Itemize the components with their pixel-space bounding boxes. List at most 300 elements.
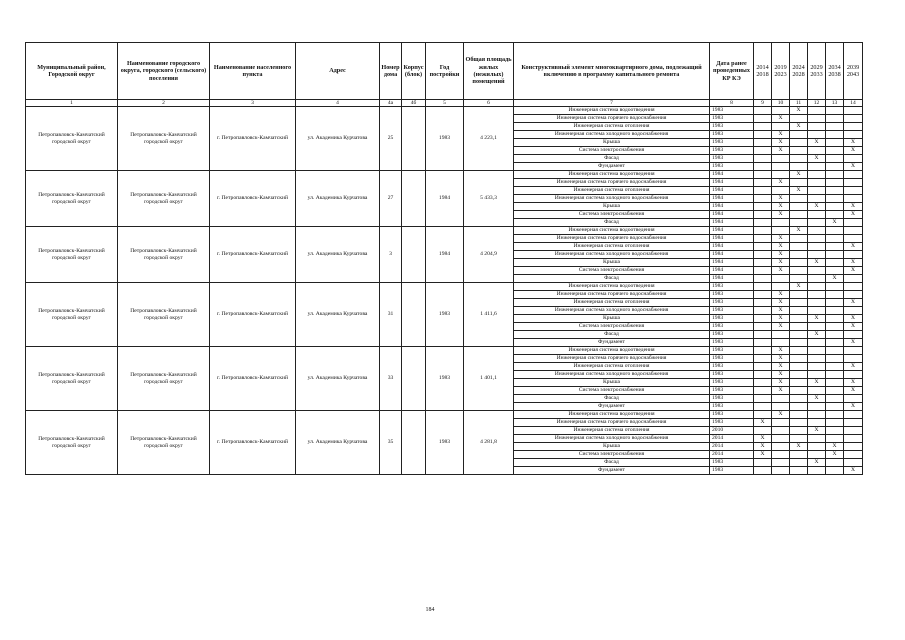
period-mark-cell: [754, 323, 772, 331]
period-mark-cell: [790, 451, 808, 459]
period-mark-cell: [826, 147, 844, 155]
table-row: [26, 347, 863, 355]
locality-cell: г. Петропавловск-Камчатский: [210, 107, 296, 171]
prior-repair-date-cell: 1983: [710, 379, 754, 387]
period-mark-cell: [808, 235, 826, 243]
column-number: 4б: [402, 100, 426, 107]
period-mark-cell: X: [772, 299, 790, 307]
period-mark-cell: [826, 323, 844, 331]
period-mark-cell: [754, 339, 772, 347]
structural-element-cell: Инженерная система холодного водоснабжения: [514, 251, 710, 259]
prior-repair-date-cell: 1983: [710, 107, 754, 115]
period-mark-cell: [808, 339, 826, 347]
period-mark-cell: X: [754, 419, 772, 427]
col-period-2: 2019 2023: [772, 43, 790, 100]
prior-repair-date-cell: 1983: [710, 339, 754, 347]
municipality-cell: Петропавловск-Камчатский городской округ: [26, 347, 118, 411]
period-mark-cell: [808, 419, 826, 427]
structural-element-cell: Крыша: [514, 259, 710, 267]
structural-element-cell: Крыша: [514, 203, 710, 211]
prior-repair-date-cell: 1984: [710, 179, 754, 187]
prior-repair-date-cell: 1983: [710, 315, 754, 323]
period-mark-cell: X: [844, 387, 863, 395]
structural-element-cell: Фасад: [514, 395, 710, 403]
col-municipality: Муниципальный район, Городской округ: [26, 43, 118, 100]
period-mark-cell: X: [844, 379, 863, 387]
period-mark-cell: [826, 435, 844, 443]
period-mark-cell: [844, 115, 863, 123]
period-mark-cell: [844, 435, 863, 443]
prior-repair-date-cell: 2010: [710, 427, 754, 435]
structural-element-cell: Фасад: [514, 155, 710, 163]
period-mark-cell: [844, 459, 863, 467]
period-mark-cell: X: [754, 435, 772, 443]
col-prior-repair-date: Дата ранее проведенных КР КЭ: [710, 43, 754, 100]
period-mark-cell: X: [808, 331, 826, 339]
period-mark-cell: [808, 363, 826, 371]
period-mark-cell: [754, 131, 772, 139]
period-mark-cell: [754, 219, 772, 227]
period-mark-cell: [826, 211, 844, 219]
structural-element-cell: Система электроснабжения: [514, 211, 710, 219]
period-mark-cell: X: [844, 299, 863, 307]
page-number: 184: [425, 607, 435, 613]
period-mark-cell: [790, 251, 808, 259]
structural-element-cell: Инженерная система холодного водоснабжения: [514, 307, 710, 315]
col-period-5: 2034 2038: [826, 43, 844, 100]
table-row: [26, 171, 863, 179]
period-mark-cell: [826, 411, 844, 419]
address-cell: ул. Академика Курчатова: [296, 227, 380, 283]
column-number: 14: [844, 100, 863, 107]
structural-element-cell: Инженерная система водоотведения: [514, 347, 710, 355]
structural-element-cell: Крыша: [514, 379, 710, 387]
period-mark-cell: [754, 163, 772, 171]
period-mark-cell: [772, 427, 790, 435]
period-mark-cell: [844, 411, 863, 419]
period-mark-cell: [754, 259, 772, 267]
period-mark-cell: [790, 243, 808, 251]
structural-element-cell: Инженерная система отопления: [514, 299, 710, 307]
period-mark-cell: [790, 395, 808, 403]
district-cell: Петропавловск-Камчатский городской округ: [118, 283, 210, 347]
structural-element-cell: Инженерная система водоотведения: [514, 107, 710, 115]
structural-element-cell: Инженерная система холодного водоснабжения: [514, 371, 710, 379]
prior-repair-date-cell: 1983: [710, 163, 754, 171]
year-built-cell: 1983: [426, 283, 464, 347]
prior-repair-date-cell: 1983: [710, 299, 754, 307]
prior-repair-date-cell: 1983: [710, 323, 754, 331]
period-mark-cell: [826, 139, 844, 147]
period-mark-cell: [754, 411, 772, 419]
structural-element-cell: Фундамент: [514, 467, 710, 475]
structural-element-cell: Инженерная система горячего водоснабжения: [514, 235, 710, 243]
period-mark-cell: [844, 171, 863, 179]
period-mark-cell: [844, 371, 863, 379]
period-mark-cell: [826, 251, 844, 259]
period-mark-cell: [808, 347, 826, 355]
col-period-1: 2014 2018: [754, 43, 772, 100]
period-mark-cell: [844, 187, 863, 195]
period-mark-cell: [772, 163, 790, 171]
period-mark-cell: [790, 155, 808, 163]
prior-repair-date-cell: 1984: [710, 267, 754, 275]
period-mark-cell: [844, 123, 863, 131]
period-mark-cell: X: [844, 147, 863, 155]
period-mark-cell: X: [808, 203, 826, 211]
period-mark-cell: [826, 115, 844, 123]
period-mark-cell: [754, 315, 772, 323]
period-mark-cell: [754, 299, 772, 307]
period-mark-cell: X: [844, 363, 863, 371]
address-cell: ул. Академика Курчатова: [296, 171, 380, 227]
column-number: 4а: [380, 100, 402, 107]
period-mark-cell: [808, 163, 826, 171]
period-mark-cell: [772, 123, 790, 131]
period-mark-cell: [826, 155, 844, 163]
period-mark-cell: [844, 307, 863, 315]
period-mark-cell: [808, 147, 826, 155]
structural-element-cell: Инженерная система водоотведения: [514, 171, 710, 179]
period-mark-cell: [790, 115, 808, 123]
column-number: 6: [464, 100, 514, 107]
prior-repair-date-cell: 1983: [710, 387, 754, 395]
period-mark-cell: [826, 227, 844, 235]
period-mark-cell: [844, 251, 863, 259]
structural-element-cell: Инженерная система водоотведения: [514, 227, 710, 235]
period-mark-cell: [808, 211, 826, 219]
period-mark-cell: X: [772, 307, 790, 315]
period-mark-cell: X: [808, 427, 826, 435]
period-mark-cell: [790, 203, 808, 211]
period-mark-cell: [772, 171, 790, 179]
period-mark-cell: X: [772, 147, 790, 155]
period-mark-cell: X: [772, 131, 790, 139]
period-mark-cell: [826, 467, 844, 475]
structural-element-cell: Система электроснабжения: [514, 147, 710, 155]
column-number: 10: [772, 100, 790, 107]
period-mark-cell: [754, 387, 772, 395]
capital-repair-table: [25, 42, 863, 475]
period-mark-cell: X: [772, 115, 790, 123]
period-mark-cell: X: [772, 379, 790, 387]
period-mark-cell: [808, 435, 826, 443]
period-mark-cell: [808, 443, 826, 451]
period-mark-cell: [808, 227, 826, 235]
period-mark-cell: [754, 403, 772, 411]
period-mark-cell: [844, 451, 863, 459]
period-mark-cell: [772, 395, 790, 403]
area-cell: 4 204,9: [464, 227, 514, 283]
structural-element-cell: Фасад: [514, 275, 710, 283]
period-mark-cell: [790, 195, 808, 203]
structural-element-cell: Инженерная система горячего водоснабжения: [514, 355, 710, 363]
col-house-number: Номер дома: [380, 43, 402, 100]
period-mark-cell: X: [844, 315, 863, 323]
period-mark-cell: [826, 235, 844, 243]
period-mark-cell: [790, 291, 808, 299]
period-mark-cell: [754, 467, 772, 475]
prior-repair-date-cell: 1983: [710, 419, 754, 427]
period-mark-cell: [826, 195, 844, 203]
period-mark-cell: [808, 251, 826, 259]
period-mark-cell: [790, 275, 808, 283]
period-mark-cell: [844, 283, 863, 291]
period-mark-cell: [808, 123, 826, 131]
prior-repair-date-cell: 1984: [710, 259, 754, 267]
period-mark-cell: [754, 347, 772, 355]
column-number: 8: [710, 100, 754, 107]
period-mark-cell: [826, 419, 844, 427]
prior-repair-date-cell: 1984: [710, 227, 754, 235]
period-mark-cell: [844, 275, 863, 283]
period-mark-cell: [826, 283, 844, 291]
house-number-cell: 35: [380, 411, 402, 475]
prior-repair-date-cell: 2014: [710, 443, 754, 451]
structural-element-cell: Система электроснабжения: [514, 451, 710, 459]
period-mark-cell: [826, 291, 844, 299]
structural-element-cell: Фундамент: [514, 403, 710, 411]
period-mark-cell: X: [844, 211, 863, 219]
period-mark-cell: X: [772, 259, 790, 267]
period-mark-cell: X: [772, 243, 790, 251]
structural-element-cell: Инженерная система водоотведения: [514, 411, 710, 419]
period-mark-cell: [844, 179, 863, 187]
period-mark-cell: [844, 155, 863, 163]
structural-element-cell: Инженерная система отопления: [514, 427, 710, 435]
structural-element-cell: Инженерная система горячего водоснабжения: [514, 419, 710, 427]
period-mark-cell: X: [772, 411, 790, 419]
year-built-cell: 1984: [426, 171, 464, 227]
col-period-3: 2024 2028: [790, 43, 808, 100]
house-number-cell: 27: [380, 171, 402, 227]
period-mark-cell: X: [772, 211, 790, 219]
period-mark-cell: [826, 163, 844, 171]
house-number-cell: 31: [380, 283, 402, 347]
year-built-cell: 1984: [426, 227, 464, 283]
period-mark-cell: [826, 243, 844, 251]
address-cell: ул. Академика Курчатова: [296, 283, 380, 347]
municipality-cell: Петропавловск-Камчатский городской округ: [26, 411, 118, 475]
period-mark-cell: [826, 379, 844, 387]
period-mark-cell: [826, 403, 844, 411]
period-mark-cell: X: [754, 451, 772, 459]
period-mark-cell: [808, 195, 826, 203]
period-mark-cell: [754, 195, 772, 203]
col-address: Адрес: [296, 43, 380, 100]
period-mark-cell: [790, 339, 808, 347]
prior-repair-date-cell: 1984: [710, 187, 754, 195]
column-number-row: [26, 100, 863, 107]
structural-element-cell: Крыша: [514, 139, 710, 147]
period-mark-cell: [754, 331, 772, 339]
col-building: Корпус (блок): [402, 43, 426, 100]
structural-element-cell: Инженерная система отопления: [514, 187, 710, 195]
period-mark-cell: [808, 107, 826, 115]
structural-element-cell: Инженерная система горячего водоснабжения: [514, 291, 710, 299]
period-mark-cell: [826, 315, 844, 323]
structural-element-cell: Система электроснабжения: [514, 323, 710, 331]
period-mark-cell: [790, 299, 808, 307]
prior-repair-date-cell: 1983: [710, 355, 754, 363]
period-mark-cell: [844, 291, 863, 299]
period-mark-cell: [772, 403, 790, 411]
period-mark-cell: [826, 107, 844, 115]
period-mark-cell: [754, 155, 772, 163]
structural-element-cell: Система электроснабжения: [514, 387, 710, 395]
column-number: 12: [808, 100, 826, 107]
prior-repair-date-cell: 1984: [710, 243, 754, 251]
period-mark-cell: X: [790, 227, 808, 235]
period-mark-cell: X: [808, 155, 826, 163]
column-number: 7: [514, 100, 710, 107]
period-mark-cell: [754, 139, 772, 147]
column-number: 2: [118, 100, 210, 107]
year-built-cell: 1983: [426, 107, 464, 171]
period-mark-cell: [754, 395, 772, 403]
period-mark-cell: [844, 219, 863, 227]
structural-element-cell: Инженерная система отопления: [514, 123, 710, 131]
period-mark-cell: X: [772, 267, 790, 275]
period-mark-cell: [754, 123, 772, 131]
house-number-cell: 33: [380, 347, 402, 411]
prior-repair-date-cell: 1983: [710, 291, 754, 299]
period-mark-cell: [826, 259, 844, 267]
period-mark-cell: X: [790, 283, 808, 291]
locality-cell: г. Петропавловск-Камчатский: [210, 227, 296, 283]
period-mark-cell: [844, 395, 863, 403]
period-mark-cell: [772, 155, 790, 163]
period-mark-cell: [754, 307, 772, 315]
period-mark-cell: [754, 427, 772, 435]
period-mark-cell: X: [808, 139, 826, 147]
period-mark-cell: [754, 211, 772, 219]
prior-repair-date-cell: 1984: [710, 275, 754, 283]
structural-element-cell: Крыша: [514, 315, 710, 323]
structural-element-cell: Фасад: [514, 459, 710, 467]
period-mark-cell: [790, 163, 808, 171]
period-mark-cell: [754, 203, 772, 211]
structural-element-cell: Инженерная система горячего водоснабжения: [514, 115, 710, 123]
period-mark-cell: X: [844, 259, 863, 267]
period-mark-cell: [826, 387, 844, 395]
period-mark-cell: [790, 139, 808, 147]
period-mark-cell: [844, 131, 863, 139]
period-mark-cell: X: [772, 315, 790, 323]
period-mark-cell: X: [772, 323, 790, 331]
period-mark-cell: [826, 123, 844, 131]
col-area: Общая площадь жилых (нежилых) помещений: [464, 43, 514, 100]
address-cell: ул. Академика Курчатова: [296, 411, 380, 475]
table-header: [26, 43, 863, 107]
period-mark-cell: [808, 355, 826, 363]
structural-element-cell: Инженерная система отопления: [514, 243, 710, 251]
period-mark-cell: [844, 443, 863, 451]
structural-element-cell: Крыша: [514, 443, 710, 451]
table-body: [26, 107, 863, 475]
period-mark-cell: [790, 403, 808, 411]
period-mark-cell: [772, 451, 790, 459]
prior-repair-date-cell: 1983: [710, 115, 754, 123]
building-cell: [402, 347, 426, 411]
building-cell: [402, 107, 426, 171]
column-number: 4: [296, 100, 380, 107]
period-mark-cell: [790, 315, 808, 323]
period-mark-cell: [772, 459, 790, 467]
area-cell: 1 401,1: [464, 347, 514, 411]
period-mark-cell: [790, 459, 808, 467]
column-number: 3: [210, 100, 296, 107]
municipality-cell: Петропавловск-Камчатский городской округ: [26, 107, 118, 171]
period-mark-cell: X: [808, 395, 826, 403]
column-number: 11: [790, 100, 808, 107]
period-mark-cell: [790, 179, 808, 187]
column-number: 1: [26, 100, 118, 107]
period-mark-cell: [808, 323, 826, 331]
period-mark-cell: X: [844, 203, 863, 211]
period-mark-cell: X: [772, 355, 790, 363]
period-mark-cell: X: [772, 203, 790, 211]
col-period-6: 2039 2043: [844, 43, 863, 100]
district-cell: Петропавловск-Камчатский городской округ: [118, 107, 210, 171]
period-mark-cell: [754, 283, 772, 291]
period-mark-cell: [754, 371, 772, 379]
period-mark-cell: X: [790, 443, 808, 451]
period-mark-cell: [754, 187, 772, 195]
period-mark-cell: [826, 131, 844, 139]
prior-repair-date-cell: 1984: [710, 235, 754, 243]
period-mark-cell: [826, 339, 844, 347]
period-mark-cell: X: [826, 275, 844, 283]
prior-repair-date-cell: 2014: [710, 451, 754, 459]
period-mark-cell: [790, 427, 808, 435]
period-mark-cell: [808, 467, 826, 475]
prior-repair-date-cell: 1983: [710, 147, 754, 155]
prior-repair-date-cell: 1983: [710, 467, 754, 475]
period-mark-cell: X: [844, 243, 863, 251]
period-mark-cell: [826, 299, 844, 307]
prior-repair-date-cell: 1983: [710, 403, 754, 411]
district-cell: Петропавловск-Камчатский городской округ: [118, 227, 210, 283]
period-mark-cell: [772, 283, 790, 291]
period-mark-cell: [754, 275, 772, 283]
period-mark-cell: [790, 355, 808, 363]
municipality-cell: Петропавловск-Камчатский городской округ: [26, 283, 118, 347]
structural-element-cell: Фасад: [514, 331, 710, 339]
municipality-cell: Петропавловск-Камчатский городской округ: [26, 171, 118, 227]
period-mark-cell: [772, 187, 790, 195]
period-mark-cell: X: [772, 251, 790, 259]
prior-repair-date-cell: 1984: [710, 251, 754, 259]
period-mark-cell: [808, 131, 826, 139]
period-mark-cell: [790, 131, 808, 139]
period-mark-cell: [754, 115, 772, 123]
table-row: [26, 283, 863, 291]
prior-repair-date-cell: 1983: [710, 307, 754, 315]
prior-repair-date-cell: 1984: [710, 211, 754, 219]
structural-element-cell: Инженерная система водоотведения: [514, 283, 710, 291]
prior-repair-date-cell: 1983: [710, 155, 754, 163]
period-mark-cell: [826, 363, 844, 371]
structural-element-cell: Система электроснабжения: [514, 267, 710, 275]
period-mark-cell: X: [772, 291, 790, 299]
period-mark-cell: [808, 171, 826, 179]
prior-repair-date-cell: 1984: [710, 203, 754, 211]
period-mark-cell: X: [754, 443, 772, 451]
period-mark-cell: X: [844, 467, 863, 475]
structural-element-cell: Инженерная система холодного водоснабжения: [514, 435, 710, 443]
period-mark-cell: [808, 299, 826, 307]
